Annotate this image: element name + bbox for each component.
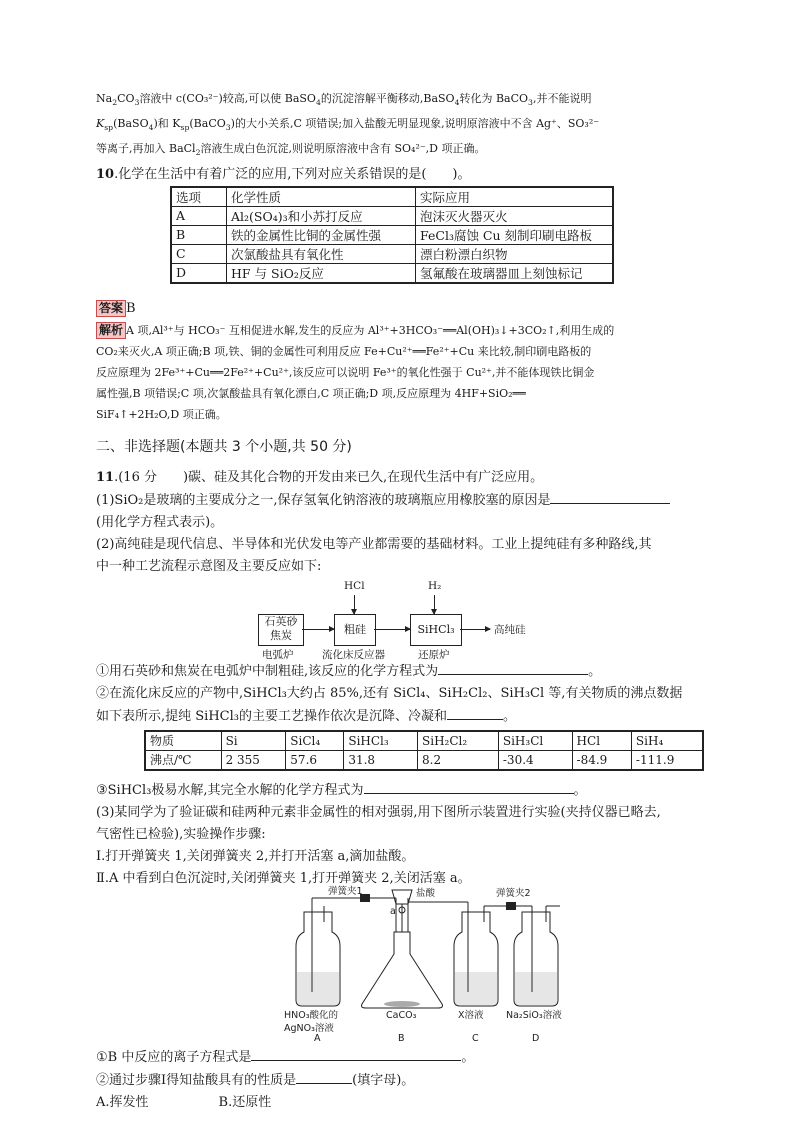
table-cell: 铁的金属性比铜的金属性强 — [227, 225, 416, 244]
h2-arrow — [434, 595, 435, 614]
table-cell: A — [171, 206, 227, 225]
table-cell: SiH₄ — [631, 731, 703, 751]
table-cell: 31.8 — [344, 750, 418, 770]
answer-blank[interactable] — [447, 705, 503, 720]
analysis-line-2: CO₂来灭火,A 项正确;B 项,铁、铜的金属性可利用反应 Fe+Cu²⁺══Fe²⁺+Cu 来比较,制印刷电路板的 — [96, 344, 592, 358]
flask-b-label: CaCO₃ — [386, 1009, 417, 1021]
flow-arrow — [460, 629, 490, 630]
table-cell: 选项 — [171, 187, 227, 207]
answer-line — [96, 298, 704, 320]
question-10-stem: 10.化学在生活中有着广泛的应用,下列对应关系错误的是( )。 — [96, 166, 471, 182]
q11-part1: (1)SiO₂是玻璃的主要成分之一,保存氢氧化钠溶液的玻璃瓶应用橡胶塞的原因是 — [96, 489, 704, 512]
crude-silicon-box: 粗硅 — [334, 614, 376, 646]
section-heading: 二、非选择题(本题共 3 个小题,共 50 分) — [96, 438, 352, 455]
q11-part2a: (2)高纯硅是现代信息、半导体和光伏发电等产业都需要的基础材料。工业上提纯硅有多种路线,其 — [96, 536, 652, 552]
table-row — [171, 225, 613, 244]
hcl-label: HCl — [344, 579, 365, 592]
table-row — [145, 750, 703, 770]
label-b: B — [398, 1032, 405, 1044]
table-cell: 泡沫灭火器灭火 — [416, 206, 614, 225]
answer-blank[interactable] — [550, 489, 670, 504]
apparatus-diagram — [96, 885, 704, 1022]
table-cell: 沸点/℃ — [145, 750, 221, 770]
option-a: A.挥发性 — [96, 1094, 149, 1110]
clip1-label: 弹簧夹1 — [328, 885, 363, 897]
table-cell: HF 与 SiO₂反应 — [227, 263, 416, 283]
apparatus-letters — [96, 1022, 704, 1046]
boiling-point-table — [144, 730, 704, 771]
high-purity-si-label: 高纯硅 — [494, 623, 526, 636]
bottle-d-label: Na₂SiO₃溶液 — [506, 1009, 562, 1021]
q11-part2b: 中一种工艺流程示意图及主要反应如下: — [96, 558, 322, 574]
table-header-row — [145, 731, 703, 751]
clip2-label: 弹簧夹2 — [496, 887, 531, 899]
answer-value: B — [126, 300, 136, 316]
h2-label: H₂ — [428, 579, 442, 592]
flow-arrow — [374, 629, 410, 630]
label-d: D — [532, 1032, 540, 1044]
hcl-arrow — [354, 595, 355, 614]
table-cell: 漂白粉漂白织物 — [416, 244, 614, 263]
table-cell: FeCl₃腐蚀 Cu 刻制印刷电路板 — [416, 225, 614, 244]
table-cell: 物质 — [145, 731, 221, 751]
table-cell: Si — [221, 731, 286, 751]
reduction-furnace-label: 还原炉 — [418, 648, 450, 661]
analysis-line-5: SiF₄↑+2H₂O,D 项正确。 — [96, 407, 227, 421]
q11-sub1: ①用石英砂和焦炭在电弧炉中制粗硅,该反应的化学方程式为 。 — [96, 660, 704, 683]
bottle-a-label-1: HNO₃酸化的 — [284, 1009, 339, 1021]
option-b: B.还原性 — [218, 1094, 272, 1110]
q11-r2: ②通过步骤Ⅰ得知盐酸具有的性质是 (填字母)。 — [96, 1069, 704, 1092]
fluidized-bed-label: 流化床反应器 — [322, 648, 385, 661]
table-cell: -111.9 — [631, 750, 703, 770]
q11-part3a: (3)某同学为了验证碳和硅两种元素非金属性的相对强弱,用下图所示装置进行实验(夹持仪器已略去, — [96, 804, 661, 820]
process-flow-diagram — [96, 580, 704, 660]
table-cell: -30.4 — [498, 750, 572, 770]
table-cell: SiCl₄ — [286, 731, 344, 751]
analysis-line-4: 属性强,B 项错误;C 项,次氯酸盐具有氧化漂白,C 项正确;D 项,反应原理为 4HF+SiO₂══ — [96, 386, 526, 400]
analysis-continuation-line-3: 等离子,再加入 BaCl$_2$溶液生成白色沉淀,则说明原溶液中含有 SO₄²⁻,D 项正确。 — [96, 142, 486, 158]
question-11-stem: 11.(16 分 )碳、硅及其化合物的开发由来已久,在现代生活中有广泛应用。 — [96, 469, 544, 485]
q11-step2: Ⅱ.A 中看到白色沉淀时,关闭弹簧夹 1,打开弹簧夹 2,关闭活塞 a。 — [96, 870, 471, 886]
answer-blank[interactable] — [364, 779, 574, 794]
table-cell: 实际应用 — [416, 187, 614, 207]
sihcl3-box: SiHCl₃ — [410, 614, 462, 646]
answer-blank[interactable] — [251, 1046, 461, 1061]
table-row — [171, 206, 613, 225]
document-page — [96, 88, 704, 1114]
q11-part3b: 气密性已检验),实验操作步骤: — [96, 826, 266, 842]
q11-options — [96, 1092, 704, 1114]
question-10-table — [170, 186, 614, 284]
table-cell: D — [171, 263, 227, 283]
acid-label: 盐酸 — [416, 887, 436, 899]
table-header-row — [171, 187, 613, 207]
analysis-line-1: 解析 A 项,Al³⁺与 HCO₃⁻ 互相促进水解,发生的反应为 Al³⁺+3HCO₃⁻══Al(OH)₃↓+3CO₂↑,利用生成的 — [96, 320, 704, 341]
flask-b — [362, 932, 443, 1008]
table-cell: -84.9 — [572, 750, 631, 770]
answer-blank[interactable] — [296, 1069, 352, 1084]
quartz-coke-box: 石英砂 焦炭 — [258, 614, 304, 646]
label-a: A — [314, 1032, 321, 1044]
stopcock-label: a — [390, 905, 396, 917]
bottle-c-label: X溶液 — [458, 1009, 484, 1021]
table-cell: SiH₂Cl₂ — [418, 731, 499, 751]
table-cell: Al₂(SO₄)₃和小苏打反应 — [227, 206, 416, 225]
arc-furnace-label: 电弧炉 — [262, 648, 294, 661]
table-cell: B — [171, 225, 227, 244]
q11-part1b: (用化学方程式表示)。 — [96, 514, 224, 530]
table-row — [171, 263, 613, 283]
table-cell: 次氯酸盐具有氧化性 — [227, 244, 416, 263]
analysis-tag: 解析 — [96, 322, 126, 339]
table-cell: 8.2 — [418, 750, 499, 770]
q11-sub2a: ②在流化床反应的产物中,SiHCl₃大约占 85%,还有 SiCl₄、SiH₂Cl₂、SiH₃Cl 等,有关物质的沸点数据 — [96, 685, 683, 701]
table-cell: 氢氟酸在玻璃器皿上刻蚀标记 — [416, 263, 614, 283]
table-cell: 2 355 — [221, 750, 286, 770]
q11-step1: Ⅰ.打开弹簧夹 1,关闭弹簧夹 2,并打开活塞 a,滴加盐酸。 — [96, 848, 415, 864]
table-row — [171, 244, 613, 263]
clip-2 — [506, 902, 516, 910]
bottle-a-label-2: AgNO₃溶液 — [284, 1022, 334, 1034]
flow-arrow — [302, 629, 334, 630]
answer-blank[interactable] — [438, 660, 588, 675]
label-c: C — [472, 1032, 479, 1044]
analysis-line-3: 反应原理为 2Fe³⁺+Cu══2Fe²⁺+Cu²⁺,该反应可以说明 Fe³⁺的氧化性强于 Cu²⁺,并不能体现铁比铜金 — [96, 365, 595, 379]
q11-sub2b: 如下表所示,提纯 SiHCl₃的主要工艺操作依次是沉降、冷凝和 。 — [96, 705, 704, 728]
table-cell: 化学性质 — [227, 187, 416, 207]
analysis-continuation-line-2: $K_{sp}(BaSO_4)$和 $K_{sp}(BaCO_3)$的大小关系,C 项错误;加入盐酸无明显现象,说明原溶液中不含 Ag⁺、SO₃²⁻ — [96, 117, 600, 133]
table-cell: 57.6 — [286, 750, 344, 770]
table-cell: C — [171, 244, 227, 263]
q11-sub3: ③SiHCl₃极易水解,其完全水解的化学方程式为 。 — [96, 779, 704, 802]
q11-r1: ①B 中反应的离子方程式是 。 — [96, 1046, 704, 1069]
table-cell: SiH₃Cl — [498, 731, 572, 751]
table-cell: SiHCl₃ — [344, 731, 418, 751]
answer-tag: 答案 — [96, 300, 126, 317]
analysis-continuation-line-1: $Na_2CO_3$溶液中 c(CO₃²⁻)较高,可以使 BaSO$_4$的沉淀溶解平衡移动,BaSO$_4$转化为 BaCO$_3$,并不能说明 — [96, 92, 592, 108]
table-cell: HCl — [572, 731, 631, 751]
